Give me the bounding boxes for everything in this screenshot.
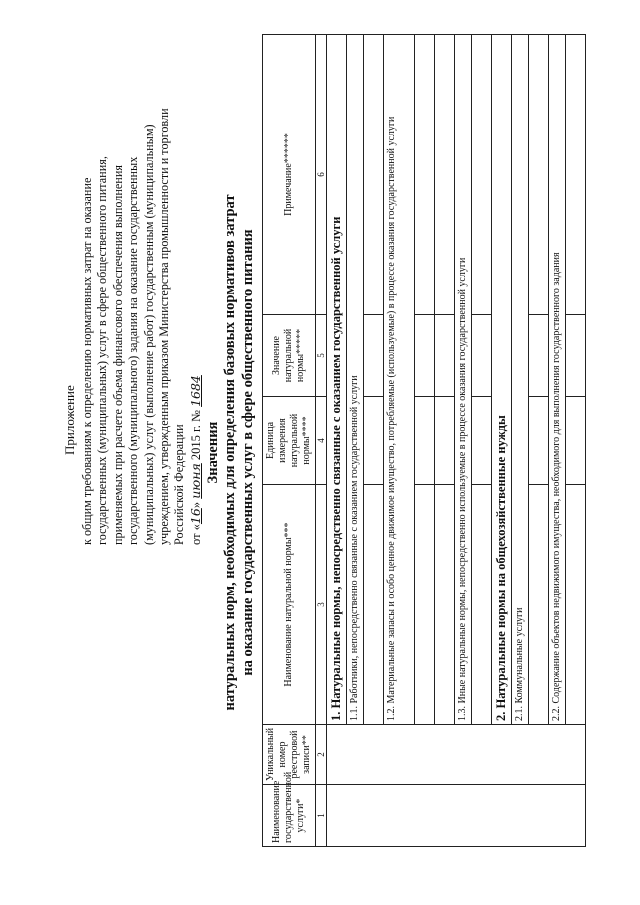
table-cell [364,35,384,315]
table-cell [472,485,492,725]
col-number: 5 [316,315,327,397]
col-header-service-name: Наименование государственной услуги* [263,785,316,847]
date-year: 2015 г. № [188,410,203,461]
appendix-title: Приложение [62,385,77,455]
table-cell [529,397,549,485]
appendix-line: государственного (муниципального) задания на оказание государственных [126,156,141,545]
date-prefix: от « [188,524,203,545]
appendix-line: к общим требованиям к определению нормативных затрат на оказание [80,177,94,545]
appendix-line: учреждением, утвержденным приказом Министерства промышленности и торговли [156,108,171,545]
norms-table [262,34,586,847]
heading-subtitle-2: на оказание государственных услуг в сфере общественного питания [240,229,256,676]
table-cell [364,397,384,485]
table-cell [529,485,549,725]
col-number: 3 [316,485,327,725]
date-day: 16 [187,508,203,525]
row-label: 2.1. Коммунальные услуги [512,35,529,725]
date-mid: » [188,501,203,509]
section-2-title: 2. Натуральные нормы на общехозяйственные нужды [492,35,512,725]
table-row [327,35,347,847]
table-cell [566,315,586,397]
table-cell [364,485,384,725]
appendix-date [188,0,203,545]
col-header-norm-name: Наименование натуральной нормы*** [263,485,316,725]
col-number: 6 [316,35,327,315]
heading-title: Значения [205,421,221,484]
col-header-registry-number: Уникальный номер реестровой записи** [263,725,316,785]
table-cell [435,35,455,315]
appendix-text [80,0,203,545]
table-cell [364,315,384,397]
table-cell [472,35,492,315]
table-cell [566,397,586,485]
row-label: 2.2. Содержание объектов недвижимого имущества, необходимого для выполнения государственного задания [549,35,566,725]
table-cell [529,315,549,397]
row-label: 1.1. Работники, непосредственно связанные с оказанием государственной услуги [347,35,364,725]
section-1-title: 1. Натуральные нормы, непосредственно связанные с оказанием государственной услуги [327,35,347,725]
col-number: 1 [316,785,327,847]
table-cell [327,785,586,847]
col-number: 2 [316,725,327,785]
table-number-row [316,35,327,847]
table-cell [415,315,435,397]
table-cell [472,315,492,397]
table-cell [415,397,435,485]
table-cell [415,485,435,725]
col-number: 4 [316,397,327,485]
appendix-line: применяемых при расчете объема финансового обеспечения выполнения [110,165,125,545]
date-month: июня [187,463,203,499]
row-label: 1.2. Материальные запасы и особо ценное движимое имущество, потребляемые (используемые) в процессе оказания государственной услуги [384,35,415,725]
table-cell [566,485,586,725]
table-header-row [263,35,316,847]
table-cell [435,485,455,725]
appendix-line: Российской Федерации [172,424,187,545]
table-cell [566,35,586,315]
col-header-note: Примечание****** [263,35,316,315]
table-cell [435,315,455,397]
table-cell [415,35,435,315]
appendix-line: (муниципальных) услуг (выполнение работ) государственным (муниципальным) [141,124,156,545]
table-cell [529,35,549,315]
order-number: 1684 [187,375,203,407]
col-header-unit: Единица измерения натуральной нормы**** [263,397,316,485]
col-header-value: Значение натуральной нормы***** [263,315,316,397]
row-label: 1.3. Иные натуральные нормы, непосредственно используемые в процессе оказания государственной услуги [455,35,472,725]
appendix-line: государственных (муниципальных) услуг в сфере общественного питания, [95,156,110,545]
table-cell [435,397,455,485]
table-cell [327,725,586,785]
table-cell [472,397,492,485]
heading-subtitle-1: натуральных норм, необходимых для определения базовых нормативов затрат [222,194,238,711]
